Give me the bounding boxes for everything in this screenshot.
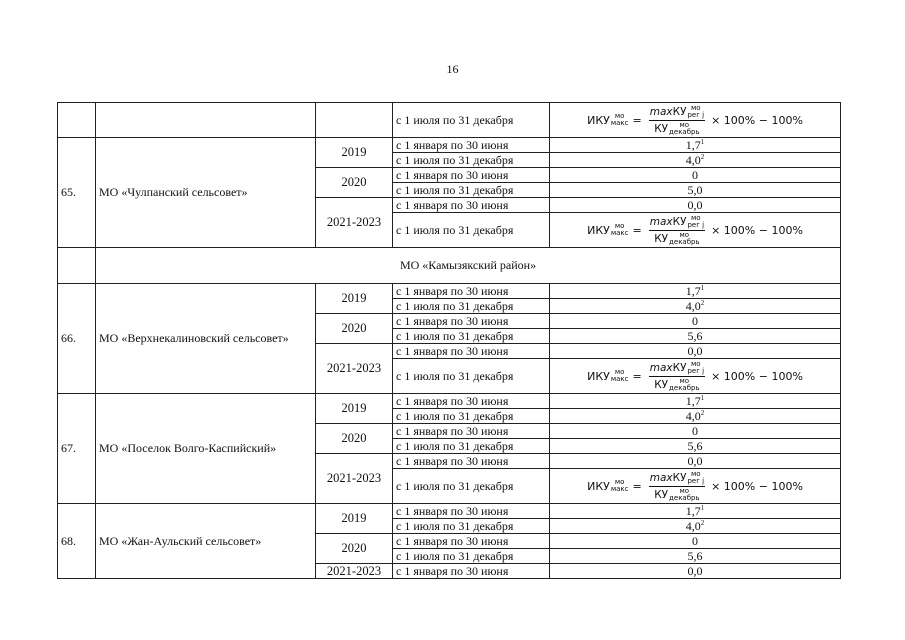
- value-cell: [550, 454, 841, 469]
- formula-num-sup: мо: [690, 213, 701, 222]
- municipality-name: МО «Жан-Аульский сельсовет»: [96, 504, 316, 579]
- table-row: [58, 504, 841, 519]
- formula-den-indices: [669, 122, 700, 136]
- formula-num-sup: мо: [690, 359, 701, 368]
- row-number: 66.: [58, 284, 96, 394]
- period-cell: с 1 июля по 31 декабря: [393, 329, 550, 344]
- formula-num-ku: КУ: [672, 471, 687, 484]
- formula-lhs-sup: мо: [614, 222, 625, 230]
- value-cell: [550, 284, 841, 299]
- value-text: 0: [692, 533, 698, 548]
- formula-tail: × 100% − 100%: [711, 479, 803, 493]
- formula-den-ku: КУ: [654, 232, 669, 245]
- period-cell: с 1 января по 30 июня: [393, 504, 550, 519]
- formula-numerator: [649, 105, 705, 121]
- period-cell: с 1 января по 30 июня: [393, 198, 550, 213]
- period-cell: с 1 января по 30 июня: [393, 314, 550, 329]
- period-cell: с 1 июля по 31 декабря: [393, 153, 550, 168]
- period-cell: с 1 июля по 31 декабря: [393, 519, 550, 534]
- formula-lhs: ИКУ: [587, 223, 610, 237]
- table-row: [58, 138, 841, 153]
- value-text: 0: [692, 167, 698, 182]
- year-cell: 2019: [316, 394, 393, 424]
- formula-num-ku: КУ: [672, 215, 687, 228]
- value-cell: [550, 153, 841, 168]
- formula-num-sub: рег j: [687, 476, 705, 485]
- formula-tail: × 100% − 100%: [711, 223, 803, 237]
- value-text: 1,7: [685, 283, 701, 298]
- footnote-mark: 2: [700, 152, 705, 161]
- value-cell: [550, 549, 841, 564]
- value-cell: [550, 168, 841, 183]
- value-text: 5,6: [687, 548, 703, 563]
- formula-den-indices: [669, 232, 700, 246]
- municipality-name: МО «Чулпанский сельсовет»: [96, 138, 316, 248]
- period-cell: с 1 января по 30 июня: [393, 454, 550, 469]
- value-text: 0,0: [687, 343, 703, 358]
- page-number: 16: [446, 62, 459, 76]
- value-text: 0,0: [687, 563, 703, 578]
- value-text: 5,6: [687, 328, 703, 343]
- formula-tail: × 100% − 100%: [711, 369, 803, 383]
- formula-num-sub: рег j: [687, 220, 705, 229]
- period-cell: с 1 июля по 31 декабря: [393, 299, 550, 314]
- formula-lhs: ИКУ: [587, 369, 610, 383]
- value-text: 4,0: [685, 152, 701, 167]
- period-cell: с 1 июля по 31 декабря: [393, 183, 550, 198]
- formula-lhs-indices: [611, 369, 629, 383]
- value-text: 5,0: [687, 182, 703, 197]
- section-blank-cell: [58, 248, 96, 284]
- row-number: 67.: [58, 394, 96, 504]
- formula-lhs-sub: макс: [610, 119, 629, 127]
- year-cell: 2020: [316, 424, 393, 454]
- year-cell: 2021-2023: [316, 198, 393, 248]
- period-cell: с 1 января по 30 июня: [393, 394, 550, 409]
- index-formula: [587, 471, 803, 502]
- period-cell: с 1 июля по 31 декабря: [393, 103, 550, 138]
- value-cell: [550, 519, 841, 534]
- value-text: 0: [692, 423, 698, 438]
- value-text: 1,7: [685, 503, 701, 518]
- index-formula: [587, 361, 803, 392]
- value-text: 5,6: [687, 438, 703, 453]
- year-cell: 2020: [316, 314, 393, 344]
- year-cell: 2021-2023: [316, 454, 393, 504]
- formula-lhs: ИКУ: [587, 113, 610, 127]
- footnote-mark: 1: [700, 503, 705, 512]
- value-text: 4,0: [685, 298, 701, 313]
- footnote-mark: 1: [700, 393, 705, 402]
- formula-lhs-sub: макс: [610, 229, 629, 237]
- value-cell: [550, 439, 841, 454]
- value-cell: [550, 424, 841, 439]
- period-cell: с 1 июля по 31 декабря: [393, 469, 550, 504]
- formula-num-indices: [687, 361, 704, 375]
- row-number-cell: [58, 103, 96, 138]
- formula-lhs-sub: макс: [610, 485, 629, 493]
- year-cell: 2019: [316, 284, 393, 314]
- value-cell: [550, 138, 841, 153]
- formula-max: max: [649, 471, 673, 484]
- formula-fraction: [649, 471, 705, 502]
- period-cell: с 1 января по 30 июня: [393, 168, 550, 183]
- index-formula: [587, 215, 803, 246]
- footnote-mark: 2: [700, 518, 705, 527]
- value-text: 0,0: [687, 197, 703, 212]
- formula-equals: =: [632, 479, 642, 493]
- period-cell: с 1 июля по 31 декабря: [393, 359, 550, 394]
- table-row: [58, 394, 841, 409]
- formula-den-sub: декабрь: [669, 127, 700, 136]
- formula-den-sup: мо: [679, 376, 690, 385]
- value-cell: [550, 504, 841, 519]
- formula-num-sub: рег j: [687, 110, 705, 119]
- formula-cell: [550, 213, 841, 248]
- formula-cell: [550, 469, 841, 504]
- formula-denominator: [654, 231, 699, 246]
- table-row: [58, 284, 841, 299]
- formula-lhs: ИКУ: [587, 479, 610, 493]
- municipality-name: МО «Поселок Волго-Каспийский»: [96, 394, 316, 504]
- value-cell: [550, 183, 841, 198]
- formula-max: max: [649, 105, 673, 118]
- formula-lhs-indices: [611, 479, 629, 493]
- section-row: [58, 248, 841, 284]
- formula-fraction: [649, 215, 705, 246]
- footnote-mark: 1: [700, 137, 705, 146]
- value-text: 1,7: [685, 393, 701, 408]
- formula-den-sub: декабрь: [669, 383, 700, 392]
- value-cell: [550, 198, 841, 213]
- value-cell: [550, 344, 841, 359]
- year-cell: 2021-2023: [316, 564, 393, 579]
- formula-den-sub: декабрь: [669, 493, 700, 502]
- value-cell: [550, 299, 841, 314]
- row-number: 65.: [58, 138, 96, 248]
- formula-num-indices: [687, 105, 704, 119]
- formula-max: max: [649, 361, 673, 374]
- formula-den-sup: мо: [679, 486, 690, 495]
- formula-equals: =: [632, 369, 642, 383]
- formula-cell: [550, 359, 841, 394]
- formula-lhs-indices: [611, 223, 629, 237]
- formula-fraction: [649, 105, 705, 136]
- value-text: 0,0: [687, 453, 703, 468]
- formula-numerator: [649, 361, 705, 377]
- period-cell: с 1 июля по 31 декабря: [393, 549, 550, 564]
- formula-max: max: [649, 215, 673, 228]
- formula-equals: =: [632, 113, 642, 127]
- period-cell: с 1 января по 30 июня: [393, 564, 550, 579]
- value-cell: [550, 409, 841, 424]
- formula-lhs-sup: мо: [614, 368, 625, 376]
- formula-den-sup: мо: [679, 230, 690, 239]
- formula-denominator: [654, 377, 699, 392]
- value-cell: [550, 564, 841, 579]
- municipality-name: МО «Верхнекалиновский сельсовет»: [96, 284, 316, 394]
- value-text: 4,0: [685, 518, 701, 533]
- period-cell: с 1 июля по 31 декабря: [393, 409, 550, 424]
- formula-den-ku: КУ: [654, 488, 669, 501]
- formula-den-indices: [669, 488, 700, 502]
- period-cell: с 1 января по 30 июня: [393, 138, 550, 153]
- footnote-mark: 2: [700, 298, 705, 307]
- value-cell: [550, 314, 841, 329]
- table-body: [58, 103, 841, 579]
- value-cell: [550, 394, 841, 409]
- period-cell: с 1 января по 30 июня: [393, 424, 550, 439]
- formula-num-sub: рег j: [687, 366, 705, 375]
- footnote-mark: 1: [700, 283, 705, 292]
- formula-tail: × 100% − 100%: [711, 113, 803, 127]
- formula-den-sub: декабрь: [669, 237, 700, 246]
- formula-den-ku: КУ: [654, 122, 669, 135]
- period-cell: с 1 июля по 31 декабря: [393, 439, 550, 454]
- formula-den-ku: КУ: [654, 378, 669, 391]
- formula-numerator: [649, 471, 705, 487]
- value-cell: [550, 329, 841, 344]
- footnote-mark: 2: [700, 408, 705, 417]
- formula-lhs-sub: макс: [610, 375, 629, 383]
- formula-denominator: [654, 121, 699, 136]
- value-text: 0: [692, 313, 698, 328]
- period-cell: с 1 января по 30 июня: [393, 344, 550, 359]
- formula-den-indices: [669, 378, 700, 392]
- formula-fraction: [649, 361, 705, 392]
- formula-cell: [550, 103, 841, 138]
- formula-lhs-sup: мо: [614, 478, 625, 486]
- year-cell: 2020: [316, 534, 393, 564]
- formula-num-sup: мо: [690, 103, 701, 112]
- period-cell: с 1 января по 30 июня: [393, 284, 550, 299]
- formula-den-sup: мо: [679, 120, 690, 129]
- year-cell: 2019: [316, 138, 393, 168]
- year-cell: 2021-2023: [316, 344, 393, 394]
- formula-num-sup: мо: [690, 469, 701, 478]
- year-cell: 2019: [316, 504, 393, 534]
- index-formula: [587, 105, 803, 136]
- municipality-cell: [96, 103, 316, 138]
- formula-num-ku: КУ: [672, 361, 687, 374]
- period-cell: с 1 июля по 31 декабря: [393, 213, 550, 248]
- value-text: 1,7: [685, 137, 701, 152]
- section-title: МО «Камызякский район»: [96, 248, 841, 284]
- formula-denominator: [654, 487, 699, 502]
- formula-lhs-sup: мо: [614, 112, 625, 120]
- formula-num-indices: [687, 215, 704, 229]
- table-row: [58, 103, 841, 138]
- year-cell: 2020: [316, 168, 393, 198]
- value-text: 4,0: [685, 408, 701, 423]
- period-cell: с 1 января по 30 июня: [393, 534, 550, 549]
- formula-lhs-indices: [611, 113, 629, 127]
- value-cell: [550, 534, 841, 549]
- tariff-index-table: [57, 102, 841, 579]
- formula-equals: =: [632, 223, 642, 237]
- formula-numerator: [649, 215, 705, 231]
- year-cell: [316, 103, 393, 138]
- formula-num-indices: [687, 471, 704, 485]
- formula-num-ku: КУ: [672, 105, 687, 118]
- row-number: 68.: [58, 504, 96, 579]
